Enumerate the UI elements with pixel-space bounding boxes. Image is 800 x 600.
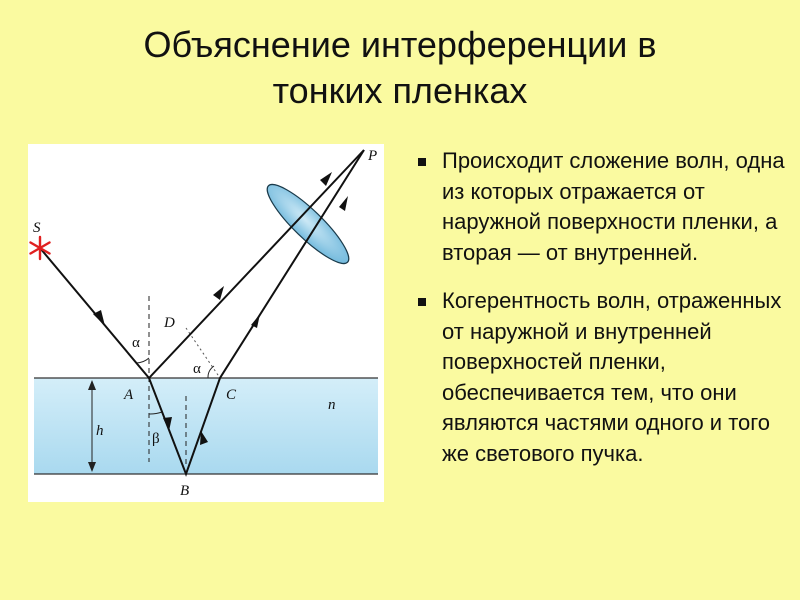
bullet-marker-icon: [418, 298, 426, 306]
label-beta: β: [152, 431, 160, 447]
ray-incident-reflected: [40, 150, 364, 378]
bullet-text: Когерентность волн, отраженных от наружной и внутренней поверхностей пленки, обеспечивается тем, что они являются частями одного и того же светового пучка.: [442, 288, 782, 466]
slide-title-line-2: тонких пленках: [272, 70, 528, 111]
label-n: n: [328, 397, 336, 413]
label-c: C: [226, 387, 237, 403]
bullet-item: [418, 146, 788, 268]
label-a: A: [124, 387, 134, 403]
label-alpha-a: α: [132, 335, 140, 351]
label-h: h: [96, 423, 104, 439]
slide-title: [0, 22, 800, 114]
label-d: D: [164, 315, 175, 331]
bullet-list: [418, 146, 788, 487]
label-p: P: [368, 148, 378, 164]
ray-arrow-reflected-2: [320, 172, 332, 186]
ray-arrow-reflected-1: [213, 286, 224, 300]
thin-film-diagram: [28, 144, 384, 502]
bullet-text: Происходит сложение волн, одна из которых отражается от наружной поверхности пленки, а вторая — от внутренней.: [442, 148, 785, 265]
angle-alpha-arc: [136, 358, 149, 363]
slide-title-line-1: Объяснение интерференции в: [143, 24, 657, 65]
bullet-marker-icon: [418, 158, 426, 166]
ray-arrow-second-2: [339, 196, 348, 211]
label-b: B: [180, 483, 190, 499]
converging-lens: [259, 176, 358, 273]
bullet-item: [418, 286, 788, 469]
label-alpha-c: α: [193, 361, 201, 377]
angle-alpha-arc-c: [208, 366, 214, 378]
label-s: S: [33, 220, 41, 236]
wavefront-dc: [186, 328, 220, 378]
thin-film-layer: [34, 378, 378, 474]
